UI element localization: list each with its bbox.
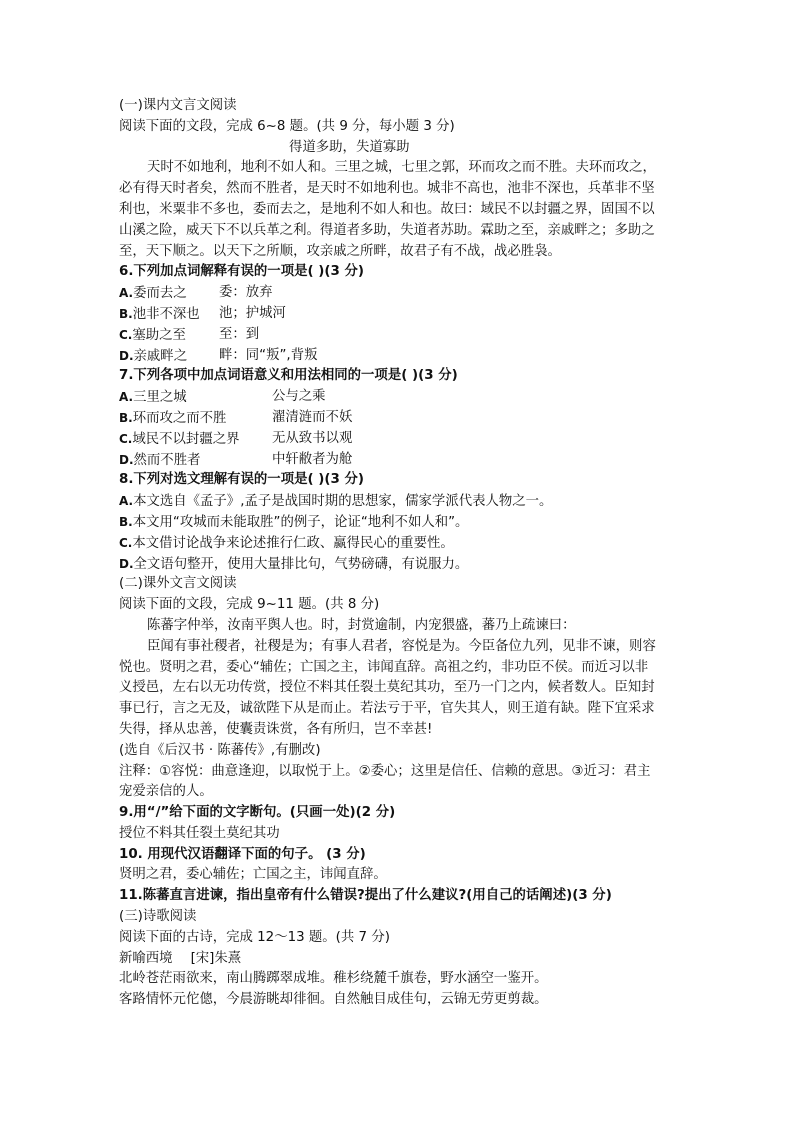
question-8-option-c — [119, 533, 679, 554]
passage1-line: 山溪之险，威天下不以兵革之利。得道者多助，失道者苏助。霖助之至，亲戚畔之；多助之 — [119, 222, 655, 238]
question-7-option-c — [119, 429, 679, 450]
option-letter: D. — [119, 348, 134, 363]
poem-heading — [119, 949, 679, 970]
passage2-intro: 陈蕃字仲举，汝南平舆人也。时，封赏逾制，内宠猥盛，蕃乃上疏谏曰： — [147, 617, 576, 633]
option-letter: D. — [119, 452, 134, 467]
option-letter: B. — [119, 514, 133, 529]
question-7-stem: 7.下列各项中加点词语意义和用法相同的一项是( )(3 分) — [119, 368, 458, 384]
passage-title: 得道多助，失道寡助 — [289, 139, 410, 155]
question-8-option-b — [119, 512, 679, 533]
option-gloss: 委：放弃 — [219, 285, 273, 301]
option-text: 委而去之 — [133, 286, 187, 302]
option-letter: C. — [119, 431, 133, 446]
question-6-option-d — [119, 346, 679, 367]
section1-title: (一)课内文言文阅读 — [119, 98, 237, 113]
annotation-line: 注释：①容悦：曲意逢迎，以取悦于上。②委心；这里是信任、信赖的意思。③近习：君主 — [119, 763, 651, 779]
passage1 — [119, 158, 679, 262]
option-text: 本文借讨论战争来论述推行仁政、赢得民心的重要性。 — [132, 535, 454, 551]
option-gloss: 濯清涟而不妖 — [272, 409, 353, 425]
annotation-line: 宠爱亲信的人。 — [119, 784, 213, 800]
option-gloss: 至：到 — [219, 326, 260, 342]
option-text: 全文语句整开，使用大量排比句，气势磅礴，有说服力。 — [133, 556, 469, 572]
question-6-option-c — [119, 325, 679, 346]
question-6-stem: 6.下列加点词解释有误的一项是( )(3 分) — [119, 264, 364, 280]
section2-instruction: 阅读下面的文段，完成 9~11 题。(共 8 分) — [119, 597, 380, 613]
option-gloss: 无从致书以观 — [272, 430, 353, 446]
question-11-stem: 11.陈蕃直言进谏，指出皇帝有什么错误?提出了什么建议?(用自己的话阐述)(3 分) — [119, 888, 612, 904]
passage2-line: 事已行，言之无及，诚欲陛下从是而止。若法亏于平，官失其人，则王道有缺。陛下宜采求 — [119, 701, 655, 717]
passage2-line: 失得，择从忠善，使囊责诛赏，各有所归，岂不幸甚! — [119, 721, 433, 737]
option-text: 域民不以封疆之界 — [132, 431, 240, 447]
option-gloss: 中轩敝者为舱 — [272, 451, 353, 467]
section2-title: (二)课外文言文阅读 — [119, 576, 237, 592]
question-6-option-a — [119, 283, 679, 304]
passage2-line: 义授邑，左右以无功传赏，授位不料其任裂土莫纪其功，至乃一门之内，候者数人。臣知封 — [119, 680, 655, 696]
passage1-line: 必有得天时者矣，然而不胜者，是天时不如地利也。城非不高也，池非不深也，兵革非不坚 — [119, 181, 655, 197]
question-10-stem: 10. 用现代汉语翻译下面的句子。 (3 分) — [119, 846, 366, 862]
option-letter: B. — [119, 306, 133, 321]
section1-instruction: 阅读下面的文段，完成 6~8 题。(共 9 分，每小题 3 分) — [119, 118, 455, 134]
exam-page — [119, 96, 679, 1011]
section3-title: (三)诗歌阅读 — [119, 909, 197, 925]
option-text: 塞助之至 — [132, 327, 186, 343]
option-letter: C. — [119, 327, 133, 342]
option-text: 亲戚畔之 — [133, 348, 188, 364]
question-7-option-b — [119, 408, 679, 429]
poem-line: 客路情怀元佗傯，今晨游眺却徘徊。自然触目成佳句，云锦无劳更剪裁。 — [119, 992, 548, 1008]
option-text: 环而攻之而不胜 — [132, 410, 227, 426]
option-letter: A. — [119, 390, 134, 405]
poem-title: 新喻西境 — [119, 950, 173, 966]
question-8-option-a — [119, 491, 679, 512]
question-7-option-d — [119, 450, 679, 471]
passage2-line: 臣闻有事社稷者，社稷是为；有事人君者，容悦是为。今臣备位九列，见非不谏，则容 — [147, 638, 656, 654]
question-8-option-d — [119, 554, 679, 575]
poem-author: [宋]朱熹 — [190, 950, 242, 966]
poem-line: 北岭苍茫雨欲来，南山腾踯翠成堆。稚杉绕麓千旗卷，野水涵空一鉴开。 — [119, 971, 548, 987]
option-gloss: 池；护城河 — [219, 305, 286, 321]
option-letter: B. — [119, 410, 133, 425]
option-gloss: 公与之乘 — [272, 389, 326, 405]
option-letter: A. — [119, 494, 134, 509]
question-10-text: 贤明之君，委心辅佐；亡国之主，讳闻直辞。 — [119, 867, 387, 883]
question-9-text: 授位不料其任裂土莫纪其功 — [119, 825, 280, 841]
passage2 — [119, 637, 679, 741]
question-7-option-a — [119, 387, 679, 408]
option-text: 本文选自《孟子》,孟子是战国时期的思想家，儒家学派代表人物之一。 — [133, 494, 553, 510]
question-8-stem: 8.下列对选文理解有误的一项是( )(3 分) — [119, 472, 364, 488]
option-text: 然而不胜者 — [133, 452, 201, 468]
passage1-line: 至，天下顺之。以天下之所顺，攻亲戚之所畔，故君子有不战，战必胜袅。 — [119, 243, 561, 259]
question-9-stem: 9.用“/”给下面的文字断句。(只画一处)(2 分) — [119, 805, 396, 821]
option-gloss: 畔：同“叛”,背叛 — [219, 347, 318, 363]
passage1-line: 利也，米粟非不多也，委而去之，是地利不如人和也。故曰：域民不以封疆之界，固国不以 — [119, 201, 655, 217]
option-text: 三里之城 — [133, 390, 187, 406]
option-letter: D. — [119, 556, 134, 571]
question-6-option-b — [119, 304, 679, 325]
option-letter: A. — [119, 286, 134, 301]
passage2-source: (选自《后汉书 · 陈蕃传》,有删改) — [119, 742, 321, 758]
passage2-line: 悦也。贤明之君，委心“辅佐；亡国之主，讳闻直辞。高祖之约，非功臣不侯。而近习以非 — [119, 659, 649, 675]
section3-instruction: 阅读下面的古诗，完成 12～13 题。(共 7 分) — [119, 929, 390, 945]
option-text: 本文用“攻城而未能取胜”的例子，论证“地利不如人和”。 — [132, 514, 469, 530]
option-text: 池非不深也 — [132, 306, 200, 322]
option-letter: C. — [119, 535, 133, 550]
passage1-line: 天时不如地利，地利不如人和。三里之城，七里之郭，环而攻之而不胜。夫环而攻之， — [147, 160, 656, 176]
